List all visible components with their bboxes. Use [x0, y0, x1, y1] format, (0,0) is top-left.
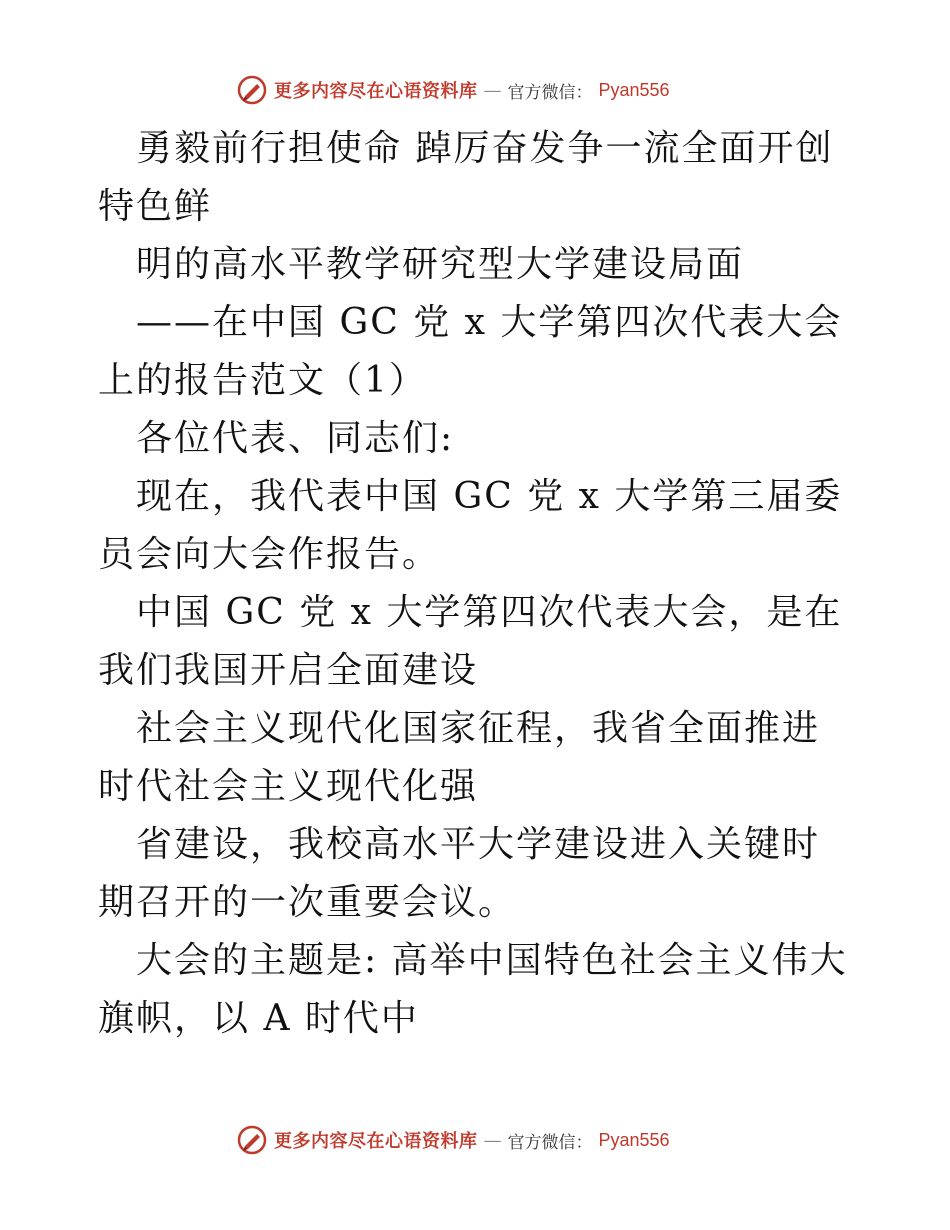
pen-logo-icon [236, 74, 268, 106]
pen-logo-icon [236, 1124, 268, 1156]
title-line-1: 勇毅前行担使命 踔厉奋发争一流全面开创特色鲜 [98, 128, 834, 227]
watermark-wechat-id: Pyan556 [598, 79, 670, 100]
watermark-brand: 更多内容尽在心语资料库 [274, 1131, 478, 1152]
title-line-2: 明的高水平教学研究型大学建设局面 [136, 244, 745, 285]
watermark-wechat-label: 官方微信： [507, 1132, 593, 1153]
body-paragraph: 社会主义现代化国家征程，我省全面推进时代社会主义现代化强 [98, 708, 821, 807]
watermark-header [236, 74, 670, 106]
body-paragraph: 大会的主题是: 高举中国特色社会主义伟大旗帜，以 A 时代中 [98, 940, 848, 1039]
document-body [98, 120, 856, 1048]
body-paragraph: 中国 GC 党 x 大学第四次代表大会，是在我们我国开启全面建设 [98, 592, 843, 691]
body-paragraph: 省建设，我校高水平大学建设进入关键时期召开的一次重要会议。 [98, 824, 821, 923]
watermark-wechat-id: Pyan556 [598, 1129, 670, 1150]
watermark-wechat-label: 官方微信： [507, 82, 593, 103]
watermark-footer [236, 1124, 670, 1156]
subtitle: ——在中国 GC 党 x 大学第四次代表大会上的报告范文（1） [98, 302, 843, 401]
salutation: 各位代表、同志们: [136, 418, 455, 459]
watermark-dash: — [483, 1129, 502, 1151]
watermark-brand: 更多内容尽在心语资料库 [274, 81, 478, 102]
body-paragraph: 现在，我代表中国 GC 党 x 大学第三届委员会向大会作报告。 [98, 476, 843, 575]
watermark-dash: — [483, 79, 502, 101]
